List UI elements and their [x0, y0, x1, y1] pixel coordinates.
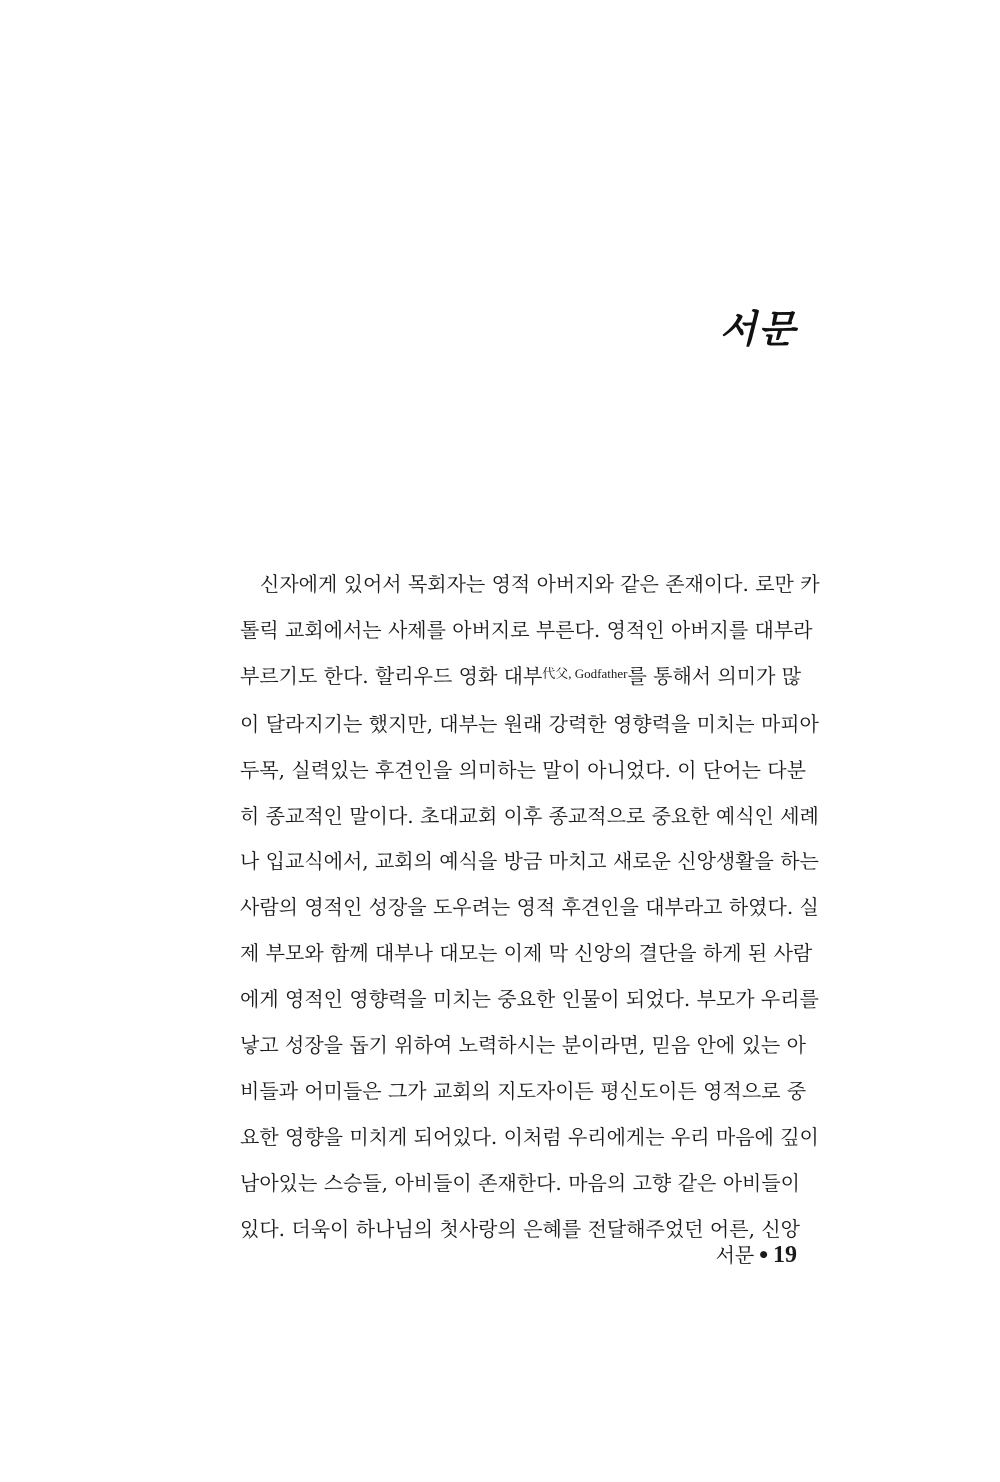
text-line: 나 입교식에서, 교회의 예식을 방금 마치고 새로운 신앙생활을 하는: [240, 849, 819, 874]
text-line: 요한 영향을 미치게 되어있다. 이처럼 우리에게는 우리 마음에 깊이: [240, 1124, 819, 1149]
text-segment: 를 통해서 의미가 많: [627, 663, 802, 688]
text-line: 제 부모와 함께 대부나 대모는 이제 막 신앙의 결단을 하게 된 사람: [240, 941, 813, 966]
text-line: 에게 영적인 영향력을 미치는 중요한 인물이 되었다. 부모가 우리를: [240, 987, 819, 1012]
text-line: 두목, 실력있는 후견인을 의미하는 말이 아니었다. 이 단어는 다분: [240, 757, 806, 782]
body-paragraph: [240, 562, 820, 1253]
chapter-title: 서문: [719, 306, 797, 351]
text-line: 있다. 더욱이 하나님의 첫사랑의 은혜를 전달해주었던 어른, 신앙: [240, 1216, 800, 1241]
text-line: 비들과 어미들은 그가 교회의 지도자이든 평신도이든 영적으로 중: [240, 1078, 807, 1103]
text-line: 남아있는 스승들, 아비들이 존재한다. 마음의 고향 같은 아비들이: [240, 1170, 800, 1195]
bullet-separator: •: [757, 1243, 770, 1267]
page-footer: [716, 1239, 797, 1269]
text-segment: 부르기도 한다. 할리우드 영화 대부: [240, 663, 543, 688]
text-line: 히 종교적인 말이다. 초대교회 이후 종교적으로 중요한 예식인 세례: [240, 803, 819, 828]
page-number: 19: [773, 1242, 797, 1268]
text-line: 낳고 성장을 돕기 위하여 노력하시는 분이라면, 믿음 안에 있는 아: [240, 1033, 806, 1058]
running-header-section: 서문: [715, 1243, 755, 1267]
text-line: 이 달라지기는 했지만, 대부는 원래 강력한 영향력을 미치는 마피아: [240, 711, 819, 736]
text-line: [240, 654, 800, 702]
text-line: 신자에게 있어서 목회자는 영적 아버지와 같은 존재이다. 로만 카: [260, 572, 820, 596]
godfather-annotation: 代父, Godfather: [542, 665, 628, 681]
text-line: 톨릭 교회에서는 사제를 아버지로 부른다. 영적인 아버지를 대부라: [240, 617, 813, 642]
text-line: 사람의 영적인 성장을 도우려는 영적 후견인을 대부라고 하였다. 실: [240, 895, 819, 920]
